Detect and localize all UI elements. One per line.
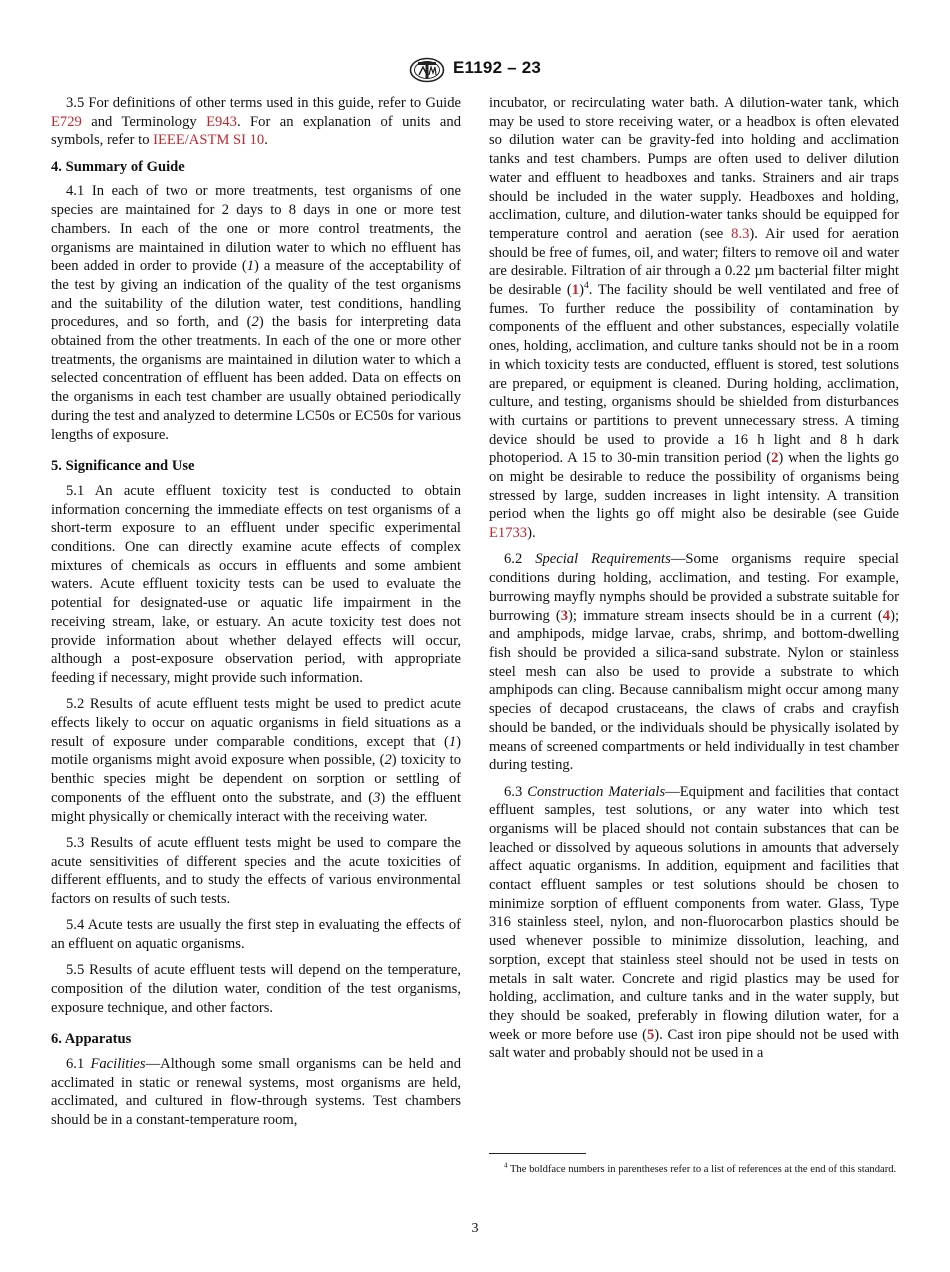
link-ieee-astm-si-10[interactable]: IEEE/ASTM SI 10 xyxy=(153,132,265,149)
paragraph-5-3: 5.3 Results of acute effluent tests might be used to compare the acute sensitivities of different species and the acute toxicities of different effluents, and to study the effects of various environmental factors on results of such tests. xyxy=(51,834,461,907)
page-header xyxy=(0,57,950,85)
reference-3[interactable]: 3 xyxy=(560,607,569,624)
section-heading-5: 5. Significance and Use xyxy=(51,458,195,475)
link-e943[interactable]: E943 xyxy=(206,113,237,130)
paragraph-5-1: 5.1 An acute effluent toxicity test is conducted to obtain information concerning the immediate effects on test organisms of a short-term exposure to an effluent under specific experimental conditions. One can directly examine acute effects of complex mixtures of chemicals as occurs in effluents and some ambient waters. Acute effluent toxicity tests can be used to evaluate the potential for designated-use or aquatic life impairment in the receiving stream, lake, or estuary. An acute toxicity test does not provide information about whether delayed effects will occur, although a post-exposure observation period, with appropriate feeding if necessary, might provide such information. xyxy=(51,482,461,686)
paragraph-5-4: 5.4 Acute tests are usually the first step in evaluating the effects of an effluent on aquatic organisms. xyxy=(51,917,461,952)
section-heading-6: 6. Apparatus xyxy=(51,1031,132,1048)
reference-5[interactable]: 5 xyxy=(647,1026,655,1043)
paragraph-4-1: 4.1 In each of two or more treatments, test organisms of one species are maintained for 2 days to 8 days in one or more test chambers. In each of the one or more control treatments, the organisms are maintained in dilution water to which no effluent has been added in order to provide (1) a measure of the acceptability of the test by giving an indication of the quality of the test organisms and the suitability of the dilution water, test conditions, handling procedures, and so forth, and (2) the basis for interpreting data obtained from the other treatments. In each of the one or more other treatments, the organisms are maintained in dilution water to which a selected concentration of effluent has been added. Data on effects on the organisms in each test chamber are usually obtained periodically during the test and analyzed to determine LC50s or EC50s for various lengths of exposure. xyxy=(51,183,461,443)
paragraph-6-2: 6.2 Special Requirements—Some organisms require special conditions during holding, acclimation, and testing. For example, burrowing mayfly nymphs should be provided a substrate suitable for burrowing (3); immature stream insects should be in a current (4); and amphipods, midge larvae, crabs, shrimp, and bottom-dwelling fish should be provided a silica-sand substrate. Nylon or stainless steel mesh can also be used to provide a substrate to which amphipods can cling. Because cannibalism might occur among many species of decapod crustaceans, the claws of crabs and crayfish should be banded, or the individuals should be physically isolated by means of screened compartments or held individually in test chamber during testing. xyxy=(489,551,899,774)
document-id: E1192 – 23 xyxy=(453,58,542,77)
left-column xyxy=(51,94,461,1137)
paragraph-3-5: 3.5 For definitions of other terms used in this guide, refer to Guide E729 and Terminology E943. For an explanation of units and symbols, refer to IEEE/ASTM SI 10. xyxy=(51,95,462,149)
page-number: 3 xyxy=(471,1221,479,1236)
footnote-divider xyxy=(489,1153,586,1154)
paragraph-5-2: 5.2 Results of acute effluent tests might be used to predict acute effects likely to occur on aquatic organisms in field situations as a result of exposure under comparable conditions, except that (1) motile organisms might avoid exposure when possible, (2) toxicity to benthic species might be dependent on sorption or settling of components of the effluent onto the substrate, and (3) the effluent might physically or chemically interact with the receiving water. xyxy=(51,696,461,825)
paragraph-6-1-continued: incubator, or recirculating water bath. A dilution-water tank, which may be used to store receiving water, or a headbox is often elevated so dilution water can be gravity-fed into holding and acclimation tanks and test chambers. Pumps are often used to deliver dilution water and effluent to headboxes and tanks. Strainers and air traps should be included in the water supply. Headboxes and holding, acclimation, culture, and dilution-water tanks should be equipped for temperature control and aeration (see 8.3). Air used for aeration should be free of fumes, oil, and water; filters to remove oil and water are desirable. Filtration of air through a 0.22 µm bacterial filter might be desirable $(1)^4$. The facility should be well ventilated and free of fumes. To further reduce the possibility of contamination by components of the effluent and other substances, especially volatile ones, holding, acclimation, and culture tanks should not be in a room in which toxicity tests are conducted, effluent is stored, test solutions are prepared, or equipment is cleaned. During holding, acclimation, culture, and testing, organisms should be shielded from disturbances with curtains or partitions to prevent unnecessary stress. A timing device should be used to provide a 16 h light and 8 h dark photoperiod. A 15 to 30-min transition period (2) when the lights go on might be desirable to reduce the possibility of organisms being stressed by large, sudden increases in light intensity. A transition period when the lights go off might also be desirable (see Guide E1733). xyxy=(489,95,900,542)
reference-2[interactable]: 2 xyxy=(771,450,779,467)
reference-1[interactable]: 1 xyxy=(571,282,580,299)
reference-4[interactable]: 4 xyxy=(882,607,891,624)
paragraph-6-1: 6.1 Facilities—Although some small organisms can be held and acclimated in static or renewal systems, most organisms are held, acclimated, and cultured in flow-through systems. Test chambers should be in a constant-temperature room, xyxy=(51,1056,462,1129)
link-e729[interactable]: E729 xyxy=(51,113,82,130)
link-e1733[interactable]: E1733 xyxy=(489,525,528,542)
right-column xyxy=(489,94,899,1071)
link-8-3[interactable]: 8.3 xyxy=(731,225,750,242)
paragraph-6-3: 6.3 Construction Materials—Equipment and facilities that contact effluent samples, test solutions, or any water into which test organisms will be placed should not contain substances that can be leached or dissolved by aqueous solutions in amounts that adversely affect aquatic organisms. In addition, equipment and facilities that contact effluent samples or test solutions should be chosen to minimize sorption of effluent components from water. Glass, Type 316 stainless steel, nylon, and non-fluorocarbon plastics should be used whenever possible to minimize dissolution, leaching, and sorption, except that stainless steel should not be used in tests on metals in salt water. Concrete and rigid plastics may be used for holding, acclimation, and culture tanks and in the water supply, but they should be soaked, preferably in flowing dilution water, for a week or more before use (5). Cast iron pipe should not be used with salt water and probably should not be used in a xyxy=(489,783,899,1062)
footnote-marker[interactable]: 4 xyxy=(583,281,589,292)
paragraph-5-5: 5.5 Results of acute effluent tests will depend on the temperature, composition of the dilution water, condition of the test organisms, exposure technique, and other factors. xyxy=(51,962,461,1016)
section-heading-4: 4. Summary of Guide xyxy=(51,158,185,175)
footnote-4: $^4$ The boldface numbers in parentheses refer to a list of references at the end of this standard. xyxy=(504,1161,897,1175)
astm-logo-icon xyxy=(409,57,445,83)
